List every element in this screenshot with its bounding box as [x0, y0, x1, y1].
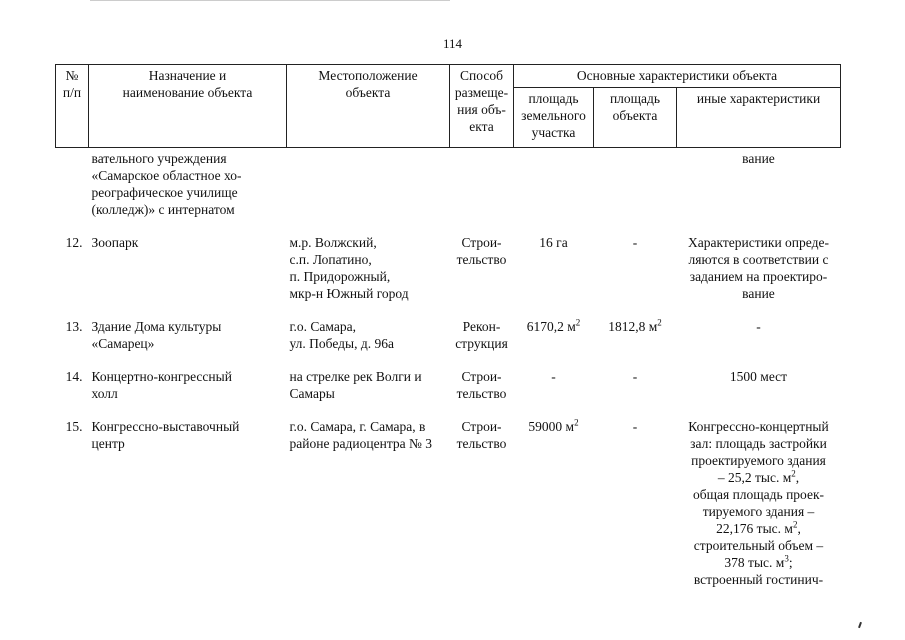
row-method: Рекон- струкция: [455, 319, 508, 351]
row-object-area: -: [632, 369, 638, 384]
header-other: иные характеристики: [677, 88, 841, 148]
header-land-area: площадь земельного участка: [514, 88, 594, 148]
row-land-area: 6170,2 $м^2$: [526, 317, 581, 334]
row-method: Строи- тельство: [456, 235, 507, 267]
header-location: Местоположение объекта: [287, 65, 450, 148]
row-location: г.о. Самара, г. Самара, в районе радиоцентра № 3: [289, 419, 433, 451]
row-object-area: 1812,8 $м^2$: [608, 317, 662, 334]
row-location: м.р. Волжский, с.п. Лопатино, п. Придорожный, мкр-н Южный город: [289, 235, 409, 301]
row-location: на стрелке рек Волги и Самары: [289, 369, 422, 401]
row-object-area: -: [632, 419, 638, 434]
row-other: Характеристики опреде- ляются в соответствии с заданием на проектиро- вание: [688, 235, 829, 301]
row-land-area: 16 га: [539, 235, 568, 250]
table-row: [56, 366, 841, 416]
table-row: [56, 316, 841, 366]
scan-mark: [858, 622, 862, 628]
header-characteristics-group: Основные характеристики объекта: [514, 65, 841, 88]
table-row-continuation: [56, 148, 841, 233]
scan-edge: [90, 0, 450, 1]
row-name: Зоопарк: [91, 235, 139, 250]
row-object-area: -: [632, 235, 638, 250]
row-other: -: [756, 319, 761, 334]
objects-table: [55, 64, 841, 602]
table-row: [56, 416, 841, 602]
row-num: 14.: [65, 369, 83, 384]
row-location: г.о. Самара, ул. Победы, д. 96а: [289, 319, 394, 351]
row-land-area: -: [551, 369, 556, 384]
row-other: Конгрессно-концертный зал: площадь застройки проектируемого здания – 25,2 тыс. $м^2$, общая площадь проек- тируемого здания – 22,176 тыс. $м^2$, строительный объем – 378 тыс. $м^3$; встроенный гостинич-: [688, 419, 829, 587]
header-num: № п/п: [56, 65, 89, 148]
row-name: Конгрессно-выставочный центр: [91, 419, 240, 451]
row-num: 12.: [65, 235, 83, 250]
continuation-name: вательного учреждения «Самарское областное хо-реографическое училище (колледж)» с интернатом: [91, 151, 242, 217]
continuation-other: вание: [742, 151, 775, 166]
table-row: [56, 232, 841, 316]
row-land-area: 59000 $м^2$: [528, 417, 579, 434]
header-name: Назначение и наименование объекта: [89, 65, 287, 148]
row-num: 15.: [65, 419, 83, 434]
row-num: 13.: [65, 319, 83, 334]
page-number: 114: [442, 36, 463, 51]
row-method: Строи- тельство: [456, 369, 507, 401]
row-name: Здание Дома культуры «Самарец»: [91, 319, 222, 351]
row-name: Концертно-конгрессный холл: [91, 369, 232, 401]
row-other: 1500 мест: [729, 369, 788, 384]
header-method: Способ размеще- ния объ- екта: [450, 65, 514, 148]
header-object-area: площадь объекта: [594, 88, 677, 148]
row-method: Строи- тельство: [456, 419, 507, 451]
